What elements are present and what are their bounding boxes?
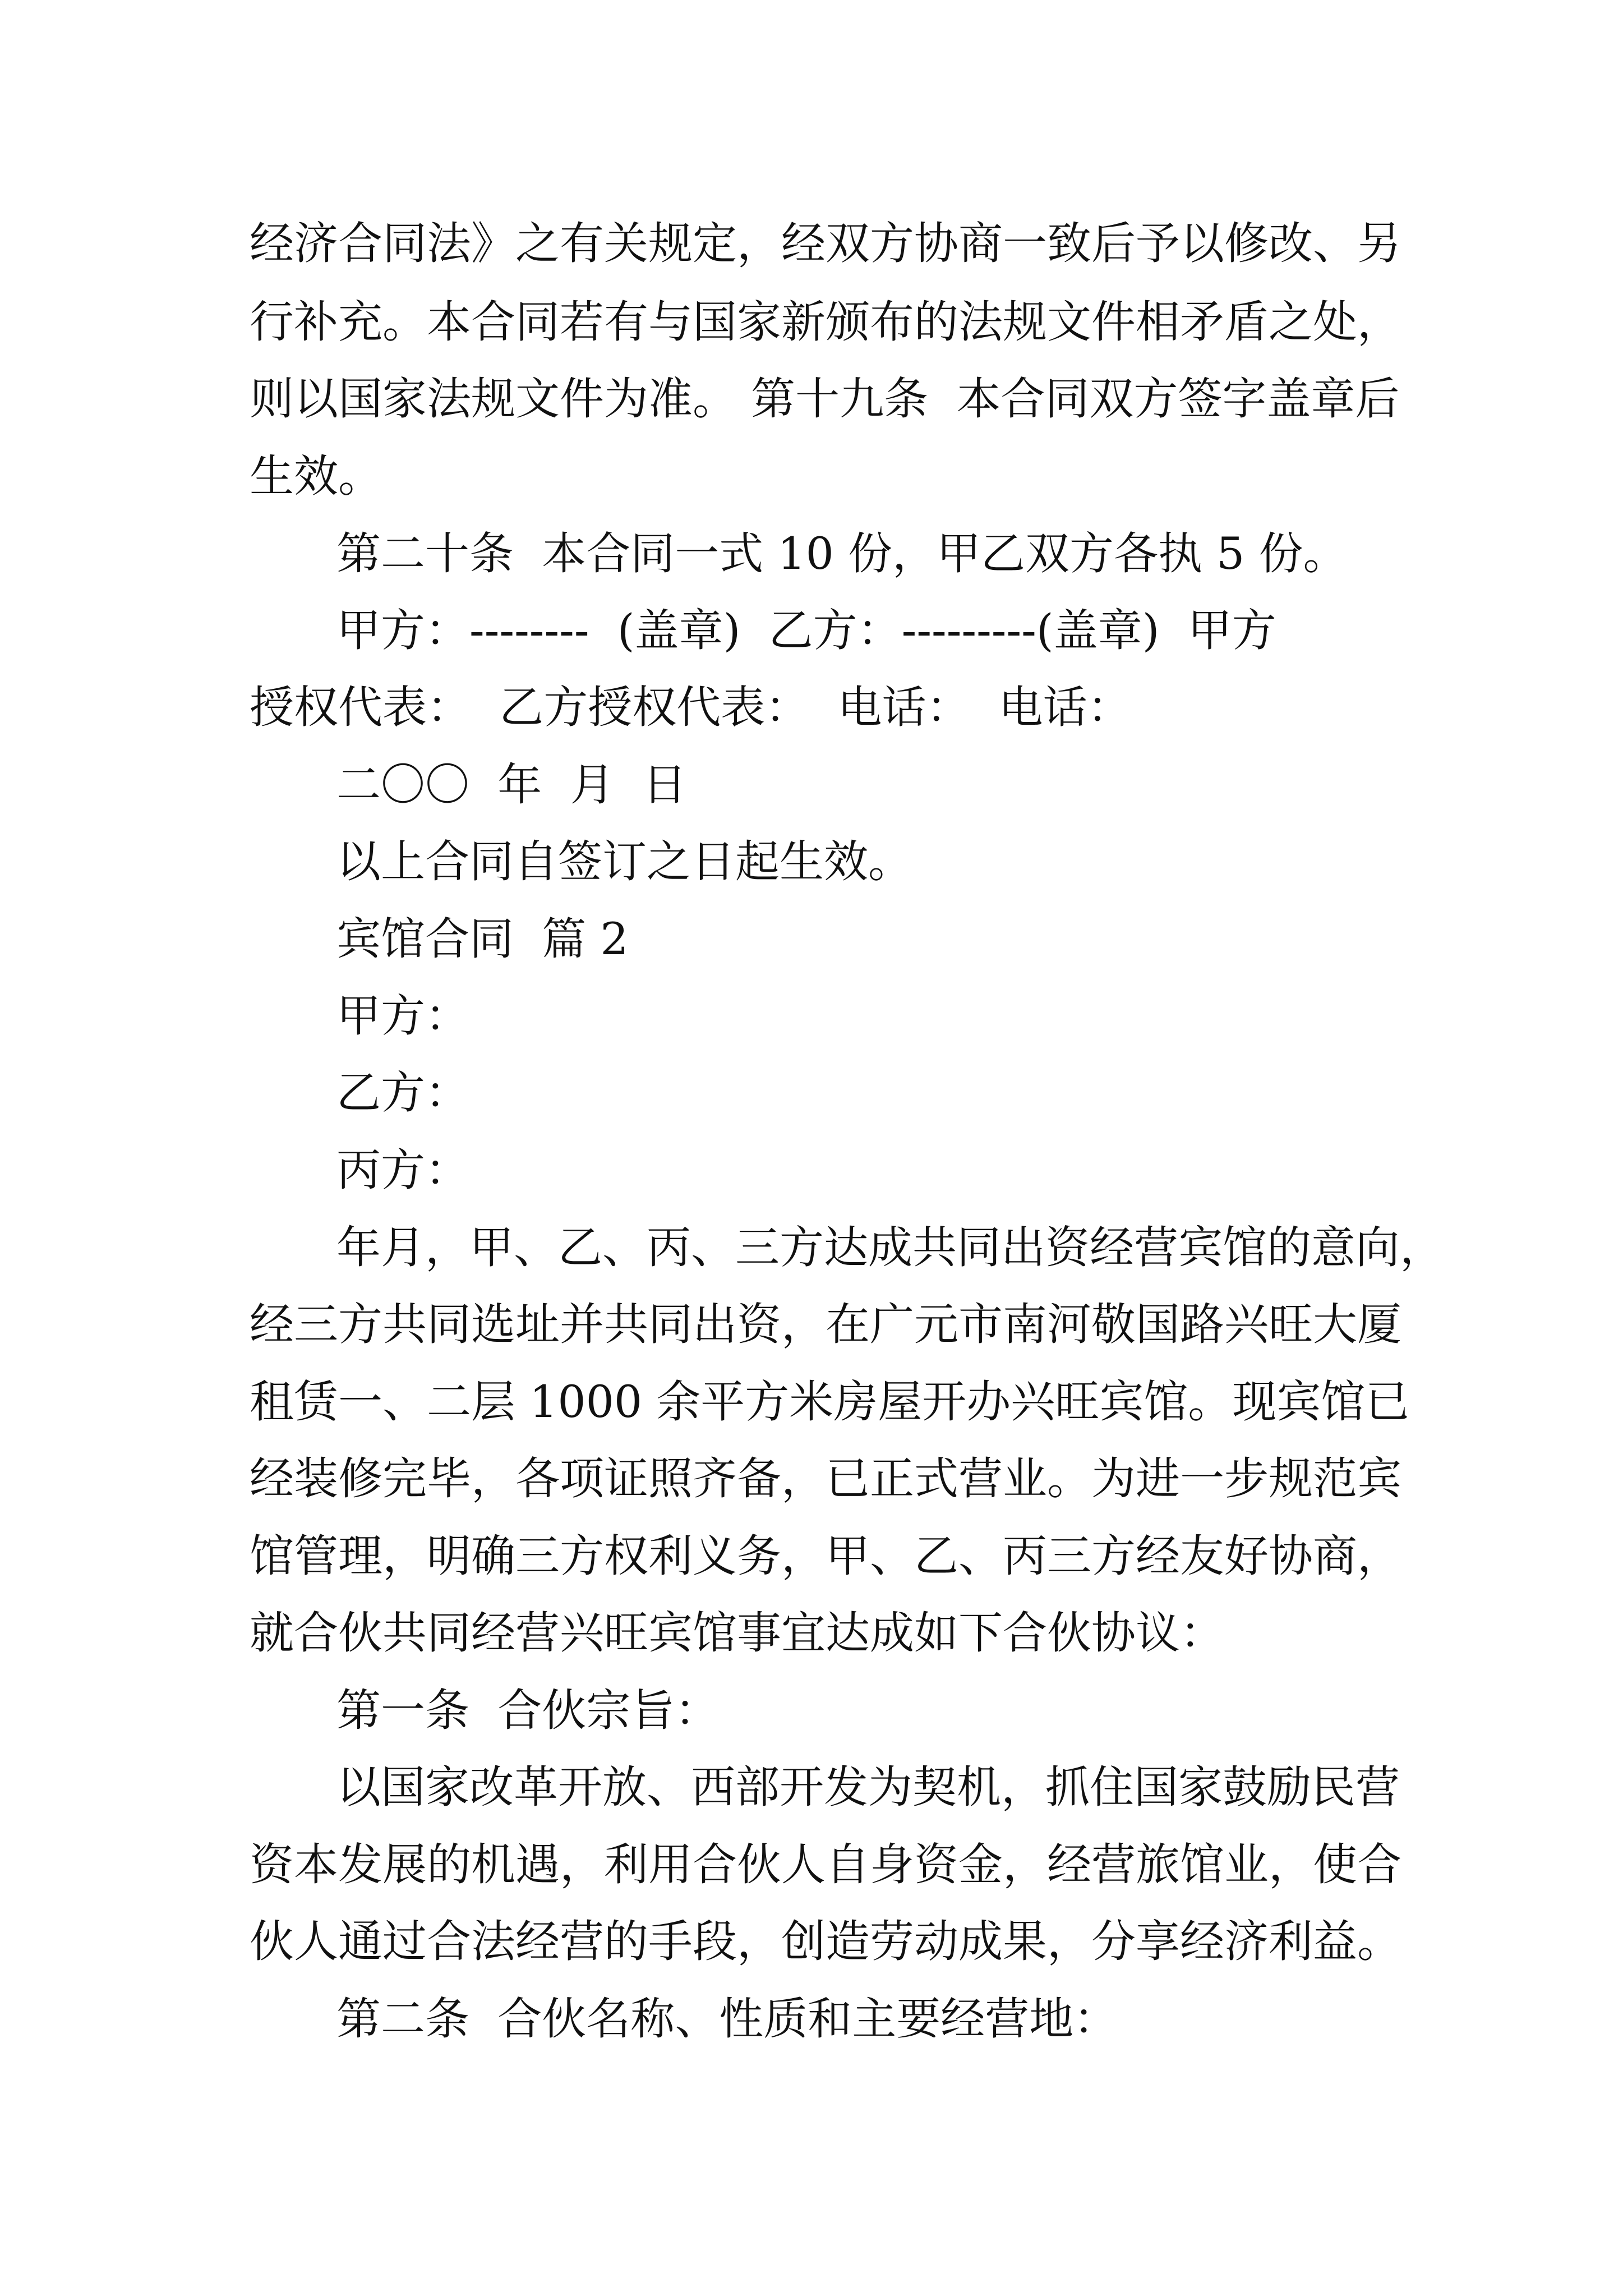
text-line: 租赁一、二层 1000 余平方米房屋开办兴旺宾馆。现宾馆已 <box>250 1376 1410 1428</box>
text-line: 年月，甲、乙、丙、三方达成共同出资经营宾馆的意向， <box>336 1222 1444 1273</box>
text-line: 授权代表： 乙方授权代表： 电话： 电话： <box>250 682 1132 733</box>
text-line: 则以国家法规文件为准。 第十九条 本合同双方签字盖章后 <box>250 373 1400 425</box>
text-line: 生效。 <box>250 450 382 502</box>
text-line: 经济合同法》之有关规定，经双方协商一致后予以修改、另 <box>250 218 1401 269</box>
section-heading: 宾馆合同 篇 2 <box>336 913 629 965</box>
text-line: 资本发展的机遇，利用合伙人自身资金，经营旅馆业，使合 <box>250 1839 1401 1890</box>
text-line: 经三方共同选址并共同出资，在广元市南河敬国路兴旺大厦 <box>250 1299 1401 1350</box>
text-line: 伙人通过合法经营的手段，创造劳动成果，分享经济利益。 <box>250 1916 1401 1967</box>
text-line: 第二十条 本合同一式 10 份，甲乙双方各执 5 份。 <box>336 528 1348 579</box>
section-heading: 第二条 合伙名称、性质和主要经营地： <box>336 1993 1118 2045</box>
text-line: 馆管理，明确三方权利义务，甲、乙、丙三方经友好协商， <box>250 1530 1401 1582</box>
text-line: 甲方：-------- (盖章) 乙方：---------(盖章) 甲方 <box>336 605 1276 656</box>
text-line: 二〇〇 年 月 日 <box>336 759 687 811</box>
text-line: 就合伙共同经营兴旺宾馆事宜达成如下合伙协议： <box>250 1607 1224 1659</box>
text-line: 甲方： <box>336 990 469 1042</box>
text-line: 以上合同自签订之日起生效。 <box>336 836 912 887</box>
section-heading: 第一条 合伙宗旨： <box>336 1685 720 1736</box>
text-line: 乙方： <box>336 1067 469 1119</box>
text-line: 丙方： <box>336 1144 469 1196</box>
text-line: 经装修完毕，各项证照齐备，已正式营业。为进一步规范宾 <box>250 1453 1401 1504</box>
text-line: 以国家改革开放、西部开发为契机，抓住国家鼓励民营 <box>336 1761 1400 1813</box>
text-line: 行补充。本合同若有与国家新颁布的法规文件相矛盾之处， <box>250 296 1401 348</box>
